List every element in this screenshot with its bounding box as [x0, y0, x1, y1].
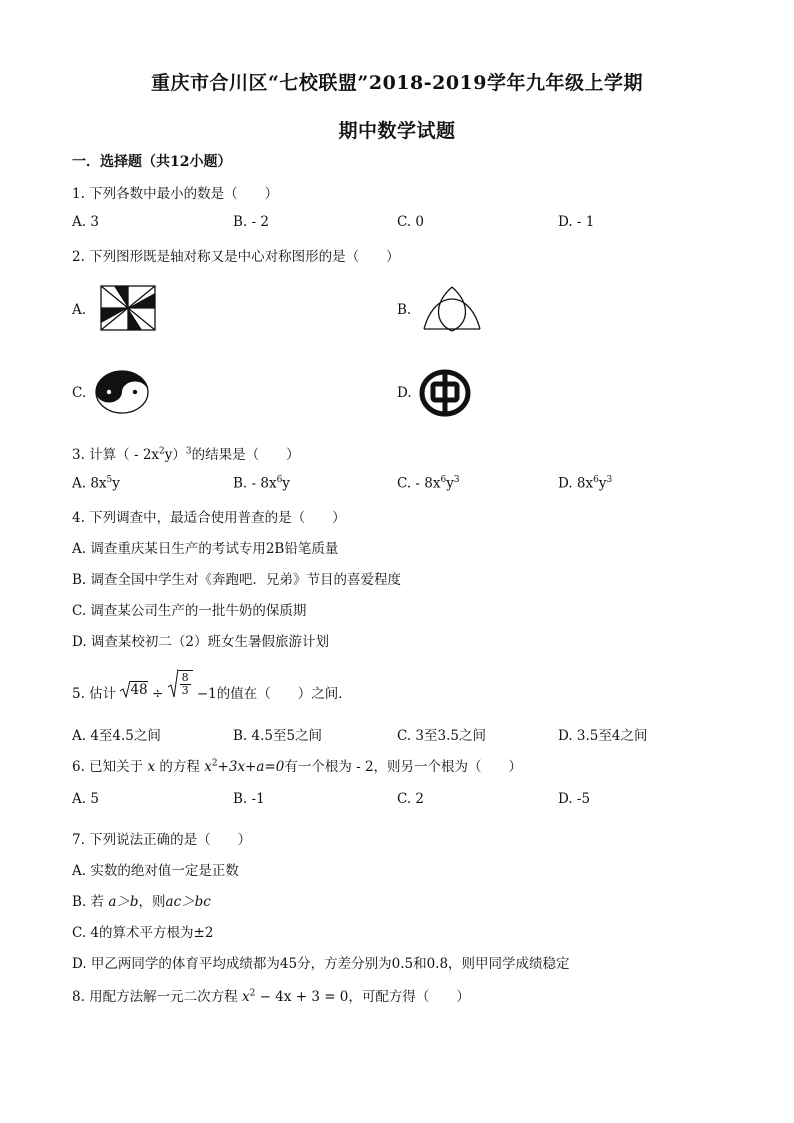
question-8-stem: 8. 用配方法解一元二次方程 $x^2 - 4x + 3 = 0$，可配方得（ ） [72, 988, 470, 1005]
question-1-option-b: B. - 2 [233, 214, 269, 230]
question-5-option-b: B. 4.5至5之间 [233, 728, 323, 744]
question-1-option-a: A. 3 [72, 214, 99, 230]
question-5-option-a: A. 4至4.5之间 [72, 728, 161, 744]
bank-logo-figure-icon [419, 369, 471, 417]
yin-yang-figure-icon [94, 369, 150, 415]
pinwheel-figure-icon [100, 285, 156, 331]
question-4-option-d: D. 调查某校初二（2）班女生暑假旅游计划 [72, 634, 330, 650]
question-3-stem: 3. 计算（ - $2x^2y)^3$的结果是（ ） [72, 446, 300, 463]
question-2-stem: 2. 下列图形既是轴对称又是中心对称图形的是（ ） [72, 249, 400, 265]
question-7-stem: 7. 下列说法正确的是（ ） [72, 832, 252, 848]
question-2-option-b: B. [397, 302, 412, 318]
question-4-stem: 4. 下列调查中，最适合使用普查的是（ ） [72, 510, 346, 526]
question-6-option-d: D. -5 [558, 791, 591, 807]
question-6-option-a: A. 5 [72, 791, 99, 807]
question-3-option-c: C. - $8x^6y^3$ [397, 475, 460, 492]
question-2-option-a: A. [72, 302, 87, 318]
question-2-option-d: D. [397, 385, 412, 401]
question-1-option-c: C. 0 [397, 214, 425, 230]
question-5-option-d: D. 3.5至4之间 [558, 728, 648, 744]
question-2-option-c: C. [72, 385, 87, 401]
question-4-option-a: A. 调查重庆某日生产的考试专用2B铅笔质量 [72, 541, 339, 557]
triquetra-figure-icon [420, 285, 484, 333]
question-6-stem: 6. 已知关于 x 的方程 $x^2+3x+a=0$有一个根为 - 2，则另一个根为（ ） [72, 758, 523, 775]
question-6-option-b: B. -1 [233, 791, 265, 807]
question-3-option-d: D. $8x^6y^3$ [558, 475, 613, 492]
question-3-option-b: B. - $8x^6y$ [233, 475, 290, 492]
question-1-option-d: D. - 1 [558, 214, 595, 230]
sqrt-48-expression: 48 [120, 680, 147, 698]
radical-sign-icon [168, 668, 178, 698]
question-7-option-b: B. 若 a＞b，则ac＞bc [72, 894, 211, 910]
question-7-option-c: C. 4的算术平方根为±2 [72, 925, 214, 941]
question-5-stem: 5. 估计 48 ÷ $\frac{8}{3}$ −1的值在（ ）之间． [72, 668, 352, 702]
question-6-option-c: C. 2 [397, 791, 425, 807]
sqrt-fraction-expression: $\frac{8}{3}$ [168, 668, 193, 698]
question-1-stem: 1. 下列各数中最小的数是（ ） [72, 186, 279, 202]
question-4-option-c: C. 调查某公司生产的一批牛奶的保质期 [72, 603, 307, 619]
question-5-option-c: C. 3至3.5之间 [397, 728, 486, 744]
question-3-option-a: A. $8x^5y$ [72, 475, 120, 492]
exam-title: 重庆市合川区“七校联盟”2018-2019学年九年级上学期 [150, 72, 643, 94]
radical-sign-icon [120, 680, 130, 698]
question-7-option-d: D. 甲乙两同学的体育平均成绩都为45分，方差分别为0.5和0.8，则甲同学成绩稳定 [72, 956, 570, 972]
question-4-option-b: B. 调查全国中学生对《奔跑吧．兄弟》节目的喜爱程度 [72, 572, 402, 588]
question-7-option-a: A. 实数的绝对值一定是正数 [72, 863, 239, 879]
section-heading: 一．选择题（共12小题） [72, 154, 232, 170]
exam-subtitle: 期中数学试题 [338, 120, 456, 142]
